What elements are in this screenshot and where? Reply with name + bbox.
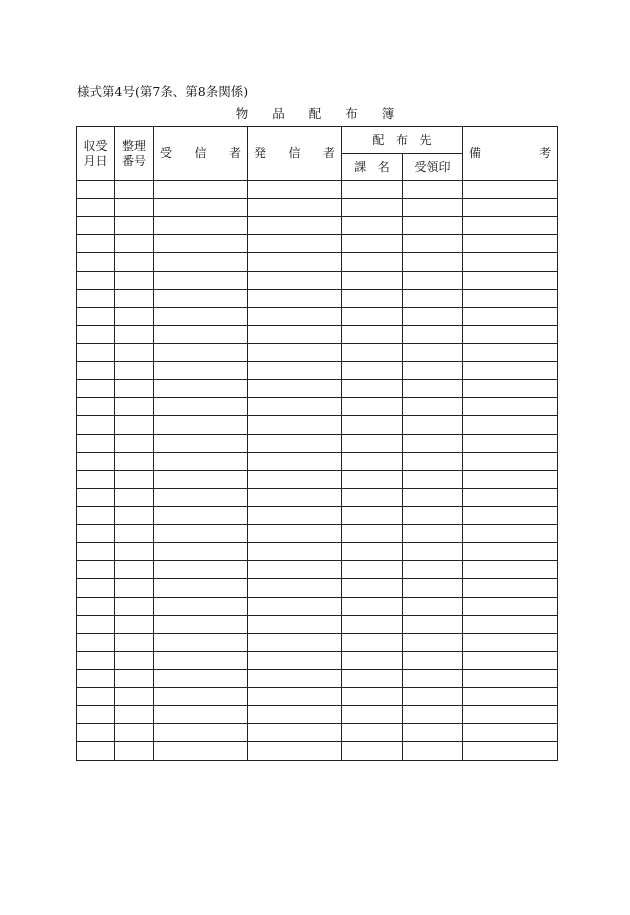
table-cell (463, 325, 558, 343)
table-cell (342, 362, 403, 380)
table-cell (342, 633, 403, 651)
table-cell (115, 199, 154, 217)
header-text: 信 (288, 146, 301, 161)
table-cell (248, 615, 342, 633)
table-cell (115, 380, 154, 398)
table-cell (115, 307, 154, 325)
table-cell (115, 597, 154, 615)
table-cell (115, 289, 154, 307)
title-char: 布 (345, 106, 358, 121)
table-row (77, 561, 558, 579)
table-cell (248, 669, 342, 687)
table-cell (403, 615, 463, 633)
table-row (77, 742, 558, 760)
header-sender (248, 127, 342, 181)
table-row (77, 488, 558, 506)
table-cell (77, 561, 115, 579)
table-cell (248, 724, 342, 742)
table-cell (342, 669, 403, 687)
header-text: 者 (228, 146, 241, 161)
table-cell (403, 742, 463, 760)
table-row (77, 380, 558, 398)
table-cell (342, 470, 403, 488)
table-cell (463, 253, 558, 271)
table-cell (248, 579, 342, 597)
table-cell (115, 615, 154, 633)
table-cell (403, 488, 463, 506)
table-row (77, 307, 558, 325)
table-cell (77, 307, 115, 325)
table-cell (463, 488, 558, 506)
table-cell (463, 742, 558, 760)
table-cell (77, 615, 115, 633)
header-text: 課 (354, 159, 367, 174)
table-cell (342, 615, 403, 633)
distribution-ledger-table (76, 126, 558, 761)
header-remarks (463, 127, 558, 181)
table-row (77, 633, 558, 651)
table-cell (115, 506, 154, 524)
header-text: 名 (377, 159, 390, 174)
table-cell (342, 651, 403, 669)
table-cell (77, 742, 115, 760)
table-cell (342, 343, 403, 361)
table-row (77, 452, 558, 470)
table-cell (403, 235, 463, 253)
table-cell (115, 217, 154, 235)
table-cell (115, 651, 154, 669)
table-cell (77, 724, 115, 742)
table-cell (115, 669, 154, 687)
table-cell (342, 742, 403, 760)
table-row (77, 706, 558, 724)
table-cell (463, 506, 558, 524)
table-cell (403, 579, 463, 597)
table-cell (77, 488, 115, 506)
table-row (77, 362, 558, 380)
table-cell (154, 362, 248, 380)
ledger-title (0, 104, 630, 122)
table-cell (154, 325, 248, 343)
table-cell (115, 235, 154, 253)
table-cell (463, 688, 558, 706)
header-text: 先 (419, 132, 432, 147)
table-cell (463, 706, 558, 724)
table-cell (248, 452, 342, 470)
table-row (77, 416, 558, 434)
table-cell (154, 543, 248, 561)
table-cell (77, 362, 115, 380)
table-cell (154, 615, 248, 633)
table-cell (154, 579, 248, 597)
form-number-label: 様式第4号(第7条、第8条関係) (77, 84, 249, 99)
table-cell (403, 434, 463, 452)
table-cell (342, 506, 403, 524)
table-cell (248, 488, 342, 506)
table-cell (342, 271, 403, 289)
table-cell (403, 706, 463, 724)
table-cell (342, 561, 403, 579)
table-cell (403, 688, 463, 706)
table-cell (342, 597, 403, 615)
table-cell (342, 416, 403, 434)
header-recipient (154, 127, 248, 181)
header-row (77, 127, 558, 154)
table-row (77, 525, 558, 543)
header-distribution-destination (342, 127, 463, 154)
table-cell (248, 416, 342, 434)
table-cell (463, 633, 558, 651)
table-cell (342, 434, 403, 452)
table-cell (154, 561, 248, 579)
table-cell (77, 597, 115, 615)
table-cell (463, 271, 558, 289)
table-row (77, 597, 558, 615)
table-cell (77, 343, 115, 361)
table-row (77, 669, 558, 687)
table-cell (463, 470, 558, 488)
table-cell (403, 217, 463, 235)
table-cell (248, 343, 342, 361)
table-cell (154, 235, 248, 253)
table-cell (115, 470, 154, 488)
table-row (77, 434, 558, 452)
table-cell (115, 633, 154, 651)
table-cell (77, 452, 115, 470)
table-cell (403, 181, 463, 199)
table-cell (342, 724, 403, 742)
table-cell (403, 271, 463, 289)
table-cell (463, 615, 558, 633)
table-cell (248, 380, 342, 398)
table-row (77, 398, 558, 416)
table-cell (248, 633, 342, 651)
table-cell (115, 434, 154, 452)
table-cell (463, 398, 558, 416)
table-cell (463, 651, 558, 669)
table-row (77, 343, 558, 361)
table-row (77, 199, 558, 217)
table-cell (248, 561, 342, 579)
header-text: 収受 (83, 139, 108, 154)
table-cell (248, 506, 342, 524)
table-cell (248, 253, 342, 271)
table-cell (77, 271, 115, 289)
table-cell (115, 398, 154, 416)
table-cell (342, 579, 403, 597)
table-cell (77, 706, 115, 724)
table-cell (463, 380, 558, 398)
table-row (77, 181, 558, 199)
table-cell (463, 669, 558, 687)
table-cell (154, 398, 248, 416)
table-cell (154, 343, 248, 361)
header-reference-number (115, 127, 154, 181)
table-cell (154, 669, 248, 687)
table-cell (154, 597, 248, 615)
table-cell (248, 434, 342, 452)
table-cell (463, 543, 558, 561)
table-cell (154, 506, 248, 524)
title-char: 配 (308, 106, 322, 121)
table-cell (463, 416, 558, 434)
title-char: 簿 (381, 106, 395, 121)
table-cell (248, 271, 342, 289)
table-row (77, 615, 558, 633)
table-cell (342, 525, 403, 543)
table-cell (115, 561, 154, 579)
table-cell (403, 307, 463, 325)
table-cell (342, 488, 403, 506)
table-cell (115, 362, 154, 380)
table-cell (403, 506, 463, 524)
table-cell (115, 325, 154, 343)
table-cell (248, 325, 342, 343)
table-cell (342, 706, 403, 724)
table-cell (154, 651, 248, 669)
table-cell (154, 416, 248, 434)
table-cell (115, 688, 154, 706)
table-cell (463, 217, 558, 235)
table-cell (342, 688, 403, 706)
table-cell (154, 181, 248, 199)
table-cell (463, 235, 558, 253)
table-row (77, 543, 558, 561)
header-text: 配 (372, 132, 385, 147)
table-cell (77, 470, 115, 488)
table-row (77, 579, 558, 597)
table-cell (77, 543, 115, 561)
table-row (77, 253, 558, 271)
header-text: 備 (469, 146, 482, 161)
table-cell (342, 452, 403, 470)
table-cell (403, 651, 463, 669)
table-cell (154, 633, 248, 651)
table-cell (248, 235, 342, 253)
table-cell (77, 651, 115, 669)
table-row (77, 325, 558, 343)
header-section-name (342, 154, 403, 181)
table-cell (77, 633, 115, 651)
table-cell (154, 271, 248, 289)
table-cell (115, 181, 154, 199)
table-cell (154, 434, 248, 452)
table-cell (463, 579, 558, 597)
header-text: 考 (539, 146, 552, 161)
table-cell (115, 452, 154, 470)
table-cell (77, 669, 115, 687)
table-cell (248, 742, 342, 760)
table-cell (154, 688, 248, 706)
table-cell (342, 217, 403, 235)
table-cell (248, 181, 342, 199)
table-cell (403, 561, 463, 579)
table-cell (77, 253, 115, 271)
table-cell (248, 199, 342, 217)
table-cell (403, 543, 463, 561)
header-text: 受 (160, 146, 173, 161)
table-cell (115, 742, 154, 760)
table-cell (77, 217, 115, 235)
table-row (77, 235, 558, 253)
table-row (77, 470, 558, 488)
table-cell (463, 452, 558, 470)
table-cell (77, 416, 115, 434)
table-cell (403, 253, 463, 271)
header-text: 番号 (121, 153, 146, 168)
table-cell (154, 470, 248, 488)
table-cell (77, 525, 115, 543)
table-cell (342, 253, 403, 271)
table-cell (248, 651, 342, 669)
table-cell (77, 434, 115, 452)
table-cell (248, 362, 342, 380)
table-cell (463, 525, 558, 543)
table-cell (248, 398, 342, 416)
table-cell (403, 325, 463, 343)
table-cell (403, 597, 463, 615)
table-cell (403, 452, 463, 470)
table-cell (342, 199, 403, 217)
table-cell (403, 669, 463, 687)
table-cell (154, 742, 248, 760)
table-cell (248, 597, 342, 615)
table-cell (403, 199, 463, 217)
table-cell (403, 724, 463, 742)
table-cell (248, 706, 342, 724)
table-cell (77, 506, 115, 524)
table-row (77, 688, 558, 706)
table-cell (463, 561, 558, 579)
table-cell (342, 543, 403, 561)
header-text: 発 (254, 146, 267, 161)
header-text: 者 (322, 146, 335, 161)
table-cell (115, 488, 154, 506)
header-receipt-seal: 受領印 (403, 154, 463, 181)
table-cell (115, 525, 154, 543)
table-cell (342, 398, 403, 416)
table-row (77, 724, 558, 742)
header-text: 整理 (121, 139, 146, 154)
table-cell (342, 289, 403, 307)
table-cell (115, 543, 154, 561)
table-cell (463, 597, 558, 615)
table-cell (77, 325, 115, 343)
table-cell (463, 362, 558, 380)
table-cell (77, 398, 115, 416)
table-cell (154, 199, 248, 217)
table-cell (463, 199, 558, 217)
table-cell (463, 434, 558, 452)
table-cell (115, 724, 154, 742)
table-cell (403, 289, 463, 307)
table-cell (154, 525, 248, 543)
table-cell (77, 688, 115, 706)
table-cell (154, 452, 248, 470)
table-cell (403, 380, 463, 398)
table-row (77, 217, 558, 235)
table-cell (115, 271, 154, 289)
table-cell (154, 706, 248, 724)
header-text: 布 (396, 132, 409, 147)
table-cell (342, 181, 403, 199)
table-cell (154, 724, 248, 742)
table-cell (403, 633, 463, 651)
title-char: 物 (235, 106, 249, 121)
table-cell (154, 380, 248, 398)
table-cell (248, 688, 342, 706)
header-text: 信 (194, 146, 207, 161)
table-cell (403, 398, 463, 416)
table-cell (77, 579, 115, 597)
table-row (77, 506, 558, 524)
table-row (77, 651, 558, 669)
title-char: 品 (272, 106, 285, 121)
table-cell (154, 307, 248, 325)
table-cell (154, 217, 248, 235)
table-cell (115, 706, 154, 724)
table-cell (463, 289, 558, 307)
table-cell (115, 416, 154, 434)
table-cell (403, 525, 463, 543)
table-cell (77, 289, 115, 307)
table-cell (248, 289, 342, 307)
table-cell (154, 289, 248, 307)
table-cell (248, 307, 342, 325)
table-cell (342, 380, 403, 398)
table-cell (248, 217, 342, 235)
table-cell (115, 579, 154, 597)
table-cell (77, 235, 115, 253)
table-cell (77, 380, 115, 398)
table-cell (342, 307, 403, 325)
table-cell (403, 470, 463, 488)
table-cell (77, 199, 115, 217)
table-cell (154, 488, 248, 506)
table-cell (403, 416, 463, 434)
header-receipt-date (77, 127, 115, 181)
table-cell (463, 307, 558, 325)
table-cell (463, 724, 558, 742)
table-cell (115, 343, 154, 361)
table-cell (77, 181, 115, 199)
table-cell (248, 543, 342, 561)
table-cell (463, 181, 558, 199)
table-cell (248, 470, 342, 488)
table-row (77, 271, 558, 289)
header-text: 月日 (83, 153, 108, 168)
table-row (77, 289, 558, 307)
table-cell (248, 525, 342, 543)
table-cell (463, 343, 558, 361)
table-cell (154, 253, 248, 271)
table-cell (403, 362, 463, 380)
table-cell (115, 253, 154, 271)
table-cell (403, 343, 463, 361)
table-cell (342, 325, 403, 343)
table-cell (342, 235, 403, 253)
